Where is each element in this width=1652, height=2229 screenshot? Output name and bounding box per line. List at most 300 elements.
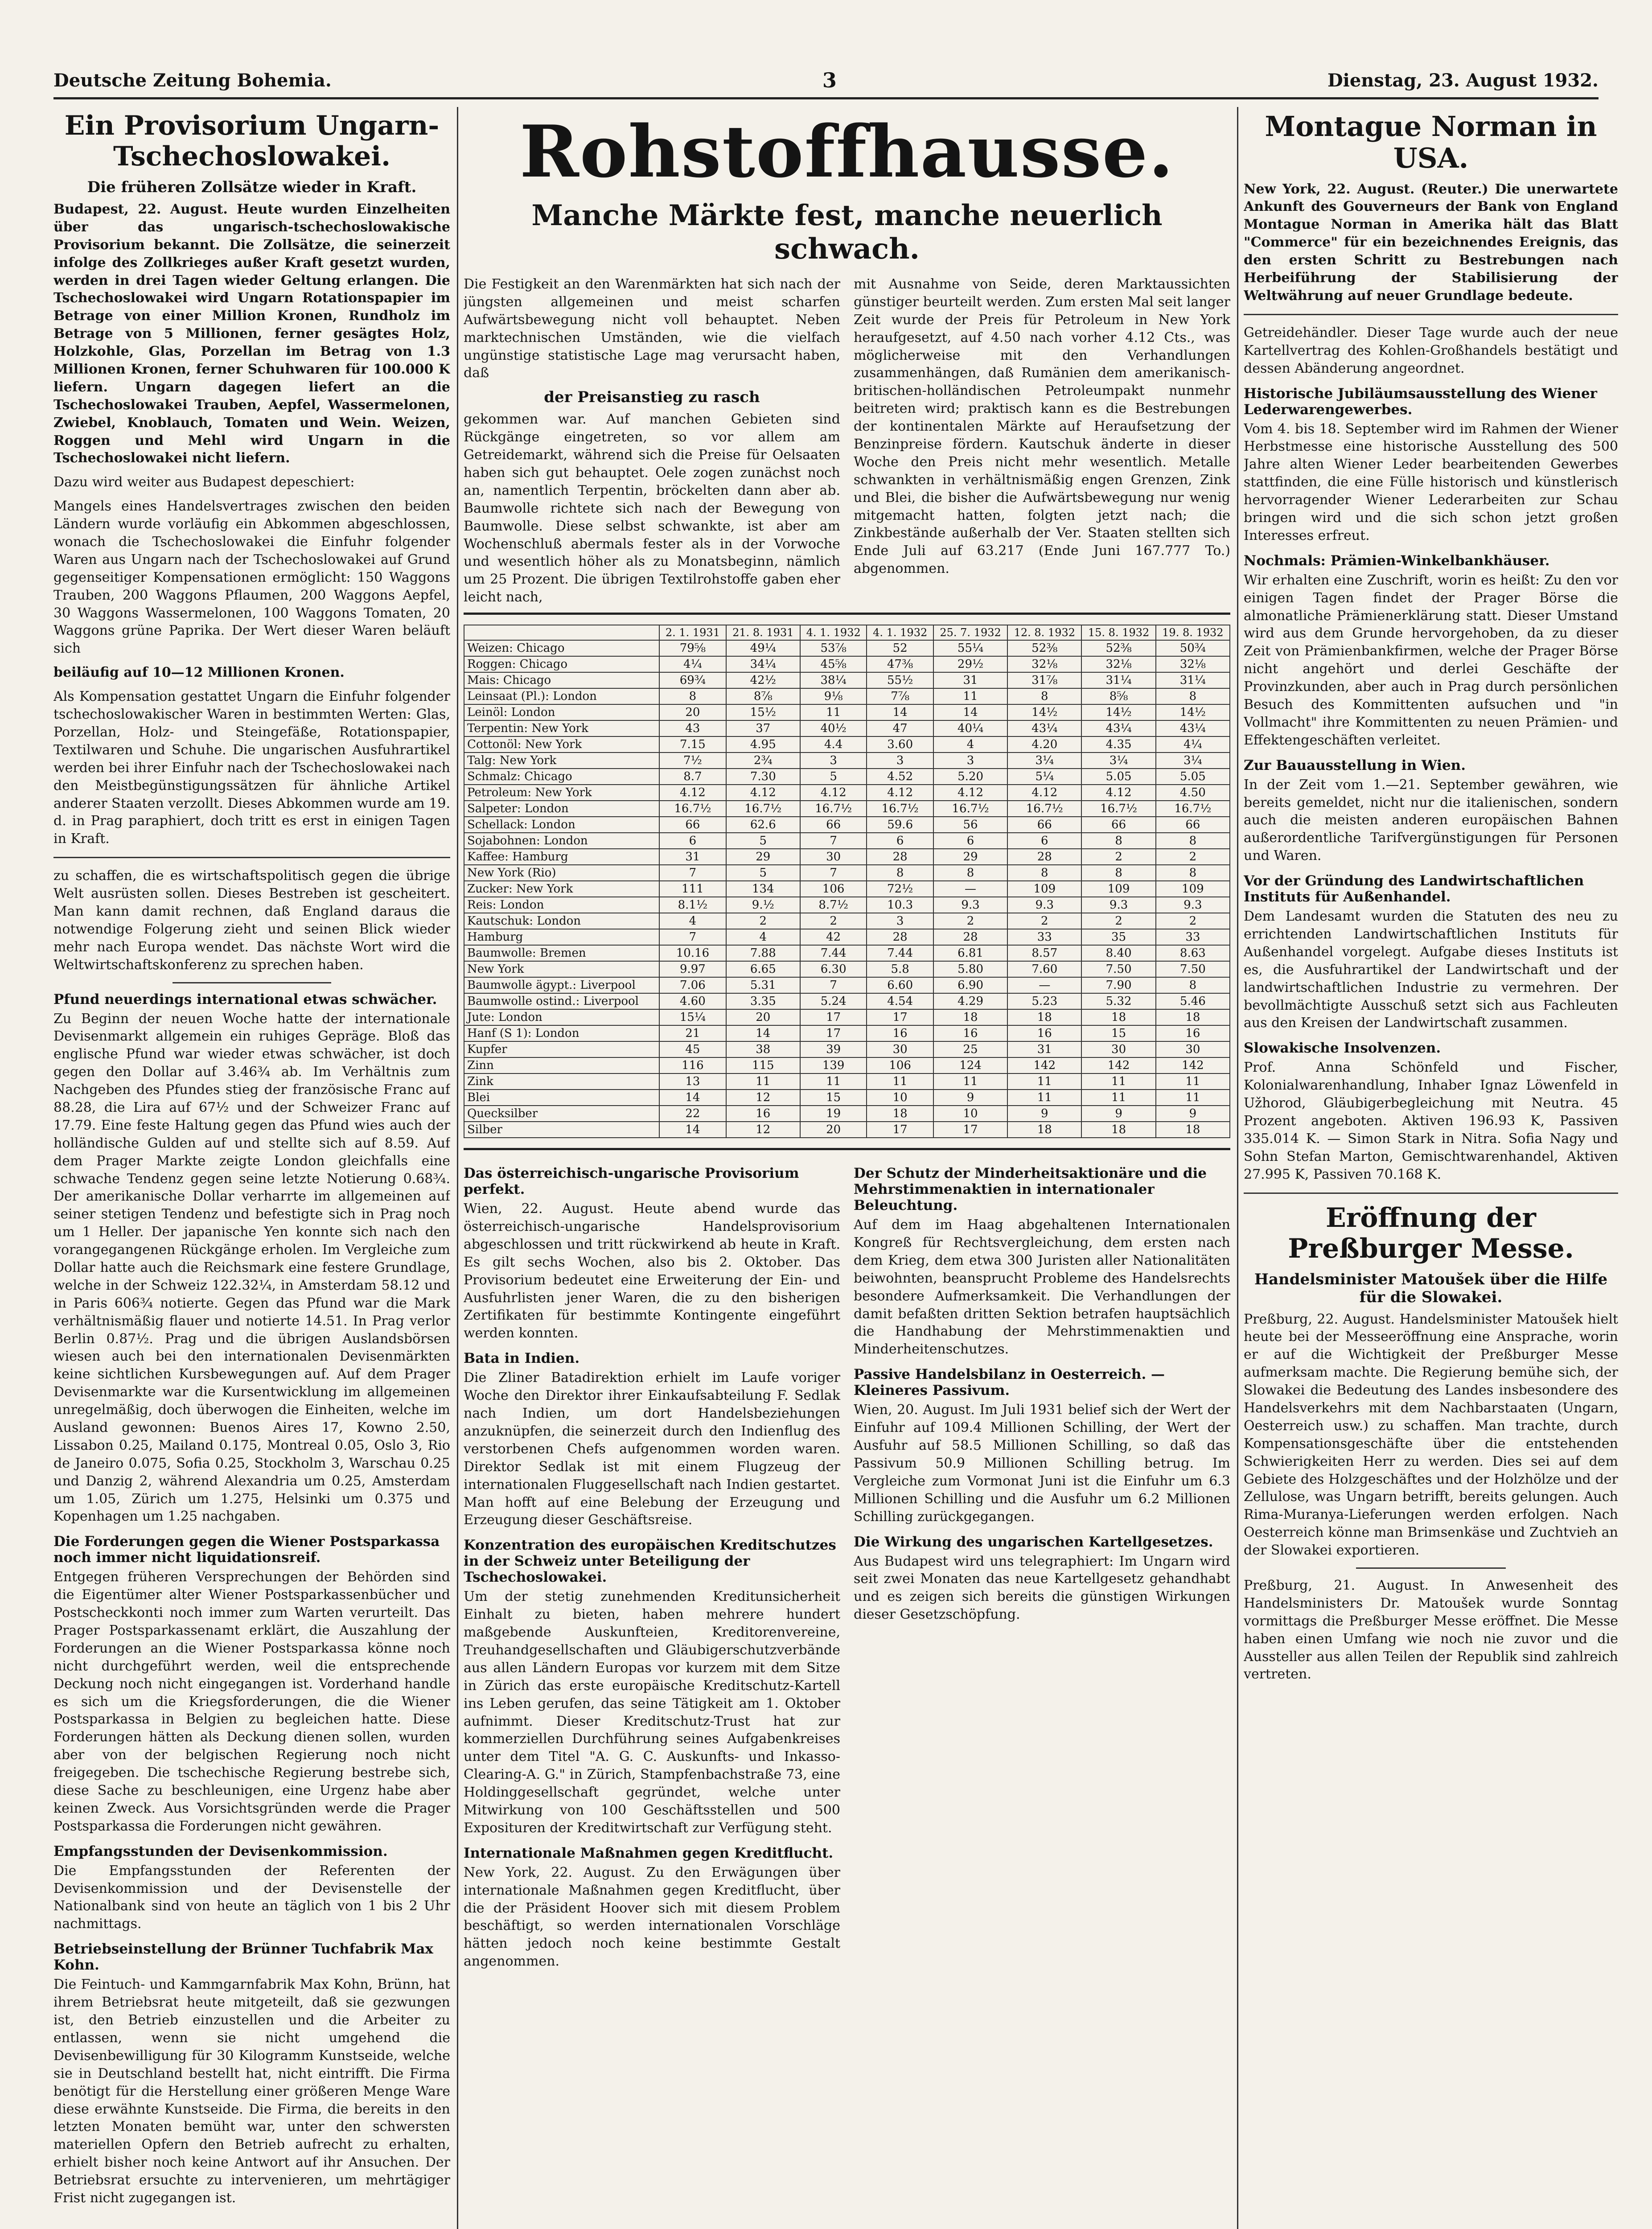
section-heading: Slowakische Insolvenzen. (1244, 1040, 1441, 1057)
paragraph: Die Festigkeit an den Warenmärkten hat sich nach der jüngsten allgemeinen und meist scharfen Aufwärtsbewegung nicht voll behauptet. Neben marktechnischen Umständen, wie die vielfach ungünstige statistische Lage mag verursacht haben, daß (464, 276, 840, 381)
article-subtitle: Die früheren Zollsätze wieder in Kraft. (87, 178, 417, 196)
price-cell: 66 (1081, 817, 1155, 833)
price-cell: 7.44 (800, 945, 867, 961)
price-cell: 9 (1156, 1106, 1230, 1122)
price-cell: 17 (800, 1009, 867, 1025)
paragraph: Prof. Anna Schönfeld und Fischer, Kolonialwarenhandlung, Inhaber Ignaz Löwenfeld in Užhorod, Gläubigerbegleichung mit Neutra. 45 Prozent angeboten. Aktiven 196.93 K, Passiven 335.014 K. — Simon Stark in Nitra. Sofia Nagy und Sohn Stefan Marton, Gemischtwarenhandel, Aktiven 27.995 K, Passiven 70.168 K. (1244, 1060, 1618, 1182)
price-table-frame (464, 613, 1230, 1150)
price-cell: 109 (1081, 881, 1155, 897)
price-cell: 5 (726, 833, 800, 849)
price-cell: 4.20 (1007, 736, 1081, 753)
price-cell: 7 (800, 977, 867, 993)
price-cell: 4.12 (659, 785, 726, 801)
paragraph: Preßburg, 21. August. In Anwesenheit des Handelsministers Dr. Matoušek wurde Sonntag vormittags die Preßburger Messe eröffnet. Die Messe haben einen Umfang wie noch nie zuvor und die Aussteller aus allen Teilen der Republik sind zahlreich vertreten. (1244, 1578, 1618, 1682)
table-row (464, 961, 1230, 977)
price-cell: 50¾ (1156, 640, 1230, 656)
price-cell: 6.60 (867, 977, 933, 993)
price-cell: 7.60 (1007, 961, 1081, 977)
table-header-cell: 4. 1. 1932 (800, 625, 867, 640)
price-cell: 66 (1156, 817, 1230, 833)
price-cell: 16.7½ (1007, 801, 1081, 817)
price-cell: 16 (1007, 1025, 1081, 1041)
price-cell: 49¼ (726, 640, 800, 656)
commodity-name: Schellack: London (464, 817, 659, 833)
commodity-name: Kautschuk: London (464, 913, 659, 929)
paragraph: Vom 4. bis 18. September wird im Rahmen der Wiener Herbstmesse eine historische Ausstellung des 500 Jahre alten Wiener Leder bearbeitenden Gewerbes stattfinden, die eine Fülle historisch und künstlerisch hervorragender Wiener Lederarbeiten zur Schau bringen wird und die sich schon jetzt großen Interesses erfreut. (1244, 421, 1618, 543)
price-cell: 7½ (659, 753, 726, 769)
commodity-name: Baumwolle ägypt.: Liverpool (464, 977, 659, 993)
commodity-name: Quecksilber (464, 1106, 659, 1122)
header-rule (53, 97, 1599, 99)
price-cell: 11 (1156, 1073, 1230, 1090)
price-cell: 11 (867, 1073, 933, 1090)
price-cell: 18 (1007, 1009, 1081, 1025)
commodity-name: Petroleum: New York (464, 785, 659, 801)
paragraph: Die Empfangsstunden der Referenten der Devisenkommission und der Devisenstelle der Nationalbank sind von heute an täglich von 1 bis 2 Uhr nachmittags. (53, 1863, 450, 1932)
price-cell: 111 (659, 881, 726, 897)
commodity-name: Sojabohnen: London (464, 833, 659, 849)
paragraph: New York, 22. August. (Reuter.) Die unerwartete Ankunft des Gouverneurs der Bank von England Montague Norman in Amerika hält das Blatt "Commerce" für ein bezeichnendes Ereignis, das den ersten Schritt zu Bestrebungen nach Herbeiführung der Stabilisierung der Weltwährung auf neuer Grundlage bedeute. (1244, 181, 1618, 304)
table-row (464, 1041, 1230, 1057)
left-column (53, 107, 450, 2229)
price-cell: 8.7 (659, 769, 726, 785)
price-cell: 14 (659, 1090, 726, 1106)
section-heading: Nochmals: Prämien-Winkelbankhäuser. (1244, 552, 1550, 569)
price-cell: 20 (659, 704, 726, 720)
price-cell: 11 (1156, 1090, 1230, 1106)
price-cell: 17 (933, 1122, 1007, 1138)
price-cell: 47 (867, 720, 933, 736)
table-row (464, 945, 1230, 961)
price-cell: 11 (726, 1073, 800, 1090)
paragraph: Budapest, 22. August. Heute wurden Einzelheiten über das ungarisch-tschechoslowakische Provisorium bekannt. Die Zollsätze, die seinerzeit infolge des Zollkrieges außer Kraft gesetzt wurden, werden in drei Tagen wieder Geltung erlangen. Die Tschechoslowakei wird Ungarn Rotationspapier im Betrage von einer Million Kronen, Rundholz im Betrage von 5 Millionen, ferner gesägtes Holz, Holzkohle, Glas, Porzellan im Betrag von 1.3 Millionen Kronen, ferner Schuhwaren für 100.000 K liefern. Ungarn dagegen liefert an die Tschechoslowakei Trauben, Aepfel, Wassermelonen, Zwiebel, Knoblauch, Tomaten und Wein. Weizen, Roggen und Mehl wird Ungarn in die Tschechoslowakei nicht liefern. (53, 202, 450, 466)
price-cell: 2 (726, 913, 800, 929)
paragraph: Zu Beginn der neuen Woche hatte der internationale Devisenmarkt allgemein ein ruhiges Gepräge. Bloß das englische Pfund war wieder etwas schwächer, ist doch gegen den Dollar auf 3.46¾ ab. Im Verhältnis zum Nachgeben des Pfundes stieg der französische Franc auf 88.28, die Lira auf 67½ und der Schweizer Franc auf 17.79. Eine feste Haltung gegen das Pfund wies auch der holländische Gulden auf und stellte sich auf 8.59. Auf dem Prager Markte zeigte London gleichfalls eine schwache Tendenz gegen seine letzte Notierung 0.68¾. Der amerikanische Dollar verharrte im allgemeinen auf seiner stetigen Tendenz und befestigte sich in Prag noch um 1 Heller. Der japanische Yen konnte sich nach den vorangegangenen Rückgänge erholen. Im Vergleiche zum Dollar hatte auch die Reichsmark eine festere Grundlage, welche in der Schweiz 122.32¼, in Amsterdam 58.12 und in Paris 606¾ notierte. Gegen das Pfund war die Mark verhältnismäßig flauer und notierte 14.51. In Prag verlor Berlin 0.87½. Prag und die übrigen Auslandsbörsen wiesen auch bei den internationalen Devisenmärkten keine sichtlichen Kursbewegungen auf. Auf dem Prager Devisenmarkte war die Kursentwicklung im allgemeinen unregelmäßig, doch überwogen die Einheiten, welche im Ausland gewonnen: Buenos Aires 17, Kowno 2.50, Lissabon 0.25, Mailand 0.175, Montreal 0.05, Oslo 3, Rio de Janeiro 0.075, Sofia 0.25, Stockholm 3, Warschau 0.25 und Danzig 2, während Alexandria um 0.25, Amsterdam um 1.05, Zürich um 1.275, Helsinki um 0.375 und Kopenhagen um 1.25 nachgaben. (53, 1011, 450, 1525)
price-cell: 18 (867, 1106, 933, 1122)
price-cell: 3¼ (1156, 753, 1230, 769)
price-cell: 8 (1156, 977, 1230, 993)
table-row (464, 801, 1230, 817)
price-cell: 142 (1156, 1057, 1230, 1073)
price-cell: 2 (800, 913, 867, 929)
price-cell: 30 (867, 1041, 933, 1057)
paragraph: Entgegen früheren Versprechungen der Behörden sind die Eigentümer alter Wiener Postsparkassenbücher und Postscheckkonti noch immer zum Warten verurteilt. Das Prager Postsparkassenamt erklärt, die Auszahlung der Forderungen an die Wiener Postsparkassa könne noch nicht durchgeführt werden, weil die entsprechende Deckung noch nicht eingegangen ist. Vorderhand handle es sich um die Kriegsforderungen, die die Wiener Postsparkassa in Belgien zu begleichen hatte. Diese Forderungen hätten als Deckung dienen sollen, wurden aber von der belgischen Regierung noch nicht freigegeben. Die tschechische Regierung bestrebe sich, diese Sache zu beschleunigen, eine Urgenz habe aber keinen Zweck. Aus Vorsichtsgründen werde die Prager Postsparkassa die Forderungen nicht gewähren. (53, 1569, 450, 1834)
price-cell: 38 (726, 1041, 800, 1057)
table-header-cell: 4. 1. 1932 (867, 625, 933, 640)
price-cell: 16.7½ (659, 801, 726, 817)
table-row (464, 753, 1230, 769)
price-cell: 8 (1007, 865, 1081, 881)
price-cell: 116 (659, 1057, 726, 1073)
price-cell: 66 (659, 817, 726, 833)
price-cell: 16 (1156, 1025, 1230, 1041)
separator (173, 982, 331, 983)
price-cell: 8.63 (1156, 945, 1230, 961)
price-cell: 8.57 (1007, 945, 1081, 961)
commodity-name: Weizen: Chicago (464, 640, 659, 656)
table-body (464, 640, 1230, 1138)
price-cell: 139 (800, 1057, 867, 1073)
commodity-name: Jute: London (464, 1009, 659, 1025)
table-row (464, 1025, 1230, 1041)
price-cell: 6.30 (800, 961, 867, 977)
section-heading: Zur Bauausstellung in Wien. (1244, 757, 1466, 773)
price-cell: 34¼ (726, 656, 800, 672)
price-cell: 4.12 (933, 785, 1007, 801)
price-cell: 79⅝ (659, 640, 726, 656)
price-cell: 20 (726, 1009, 800, 1025)
article-title: Montague Norman in USA. (1265, 110, 1597, 175)
price-cell: 8 (1081, 865, 1155, 881)
paragraph: Aus Budapest wird uns telegraphiert: Im Ungarn wird seit zwei Monaten das neue Kartellgesetz gehandhabt und es zeigen sich bereits die günstigen Wirkungen dieser Gesetzschöpfung. (854, 1553, 1230, 1623)
price-cell: 8 (1081, 833, 1155, 849)
commodity-name: Zink (464, 1073, 659, 1090)
table-row (464, 897, 1230, 913)
price-cell: 17 (800, 1025, 867, 1041)
price-cell: 5.05 (1156, 769, 1230, 785)
price-cell: 3 (800, 753, 867, 769)
newspaper-name: Deutsche Zeitung Bohemia. (53, 70, 332, 91)
price-cell: 29 (933, 849, 1007, 865)
price-cell: 7.06 (659, 977, 726, 993)
separator (1244, 1193, 1618, 1194)
price-cell: 2 (1081, 849, 1155, 865)
right-column (1244, 107, 1618, 2229)
commodity-name: Mais: Chicago (464, 672, 659, 688)
price-cell: 31⅞ (1007, 672, 1081, 688)
separator (1356, 1567, 1506, 1569)
price-cell: 6 (659, 833, 726, 849)
paragraph: Dem Landesamt wurden die Statuten des neu zu errichtenden Landwirtschaftlichen Instituts für Außenhandel vorgelegt. Aufgabe dieses Instituts ist es, die Ausfuhrartikel der Landwirtschaft und der landwirtschaftlichen Industrie zu vermehren. Der bevollmächtigte Ausschuß setzt sich aus Fachleuten aus den Kreisen der Landwirtschaft zusammen. (1244, 909, 1618, 1031)
price-cell: 17 (867, 1122, 933, 1138)
price-cell: 4.60 (659, 993, 726, 1009)
table-row (464, 785, 1230, 801)
price-cell: 11 (1007, 1073, 1081, 1090)
price-cell: 5.32 (1081, 993, 1155, 1009)
price-cell: 11 (933, 1073, 1007, 1090)
separator (1244, 314, 1618, 315)
table-row (464, 1009, 1230, 1025)
price-cell: 3 (867, 753, 933, 769)
price-cell: 7⅞ (867, 688, 933, 704)
table-row (464, 929, 1230, 945)
article-title: Ein Provisorium Ungarn-Tschechoslowakei. (64, 110, 440, 172)
price-cell: 25 (933, 1041, 1007, 1057)
price-cell: 8 (867, 865, 933, 881)
price-cell: 29 (726, 849, 800, 865)
price-cell: 4.50 (1156, 785, 1230, 801)
price-cell: 15 (800, 1090, 867, 1106)
price-cell: 14 (726, 1025, 800, 1041)
price-cell: 14½ (1081, 704, 1155, 720)
table-header-cell: 15. 8. 1932 (1081, 625, 1155, 640)
table-row (464, 881, 1230, 897)
commodity-name: Leinsaat (Pl.): London (464, 688, 659, 704)
price-cell: 8⅞ (726, 688, 800, 704)
price-cell: 16.7½ (726, 801, 800, 817)
commodity-name: Roggen: Chicago (464, 656, 659, 672)
separator (53, 857, 450, 858)
commodity-name: Schmalz: Chicago (464, 769, 659, 785)
price-cell: 32⅛ (1156, 656, 1230, 672)
commodity-name: Cottonöl: New York (464, 736, 659, 753)
commodity-price-table (464, 625, 1230, 1138)
price-cell: 4.12 (867, 785, 933, 801)
commodity-name: New York (Rio) (464, 865, 659, 881)
table-row (464, 720, 1230, 736)
price-cell: 10.3 (867, 897, 933, 913)
price-cell: 14½ (1156, 704, 1230, 720)
paragraph: Wir erhalten eine Zuschrift, worin es heißt: Zu den vor einigen Tagen findet der Prager Börse die almonatliche Prämienerklärung statt. Dieser Umstand wird aus dem Grunde hervorgehoben, da zu dieser Zeit von Prämienbankfirmen, welche der Prager Börse nicht angehört und derlei Geschäfte der Provinzkunden, aber auch in Prag durch persönlichen Besuch des Kommittenten aufsuchen und "in Vollmacht" ihre Kommittenten zu neuen Prämien- und Effektengeschäften verleitet. (1244, 572, 1618, 748)
price-cell: 52 (867, 640, 933, 656)
commodity-name: Zinn (464, 1057, 659, 1073)
intro-columns (464, 276, 1230, 613)
price-cell: 28 (867, 929, 933, 945)
price-cell: 4¼ (1156, 736, 1230, 753)
price-cell: 5.80 (933, 961, 1007, 977)
price-cell: 4.12 (1081, 785, 1155, 801)
price-cell: 3 (933, 753, 1007, 769)
price-cell: 40¼ (933, 720, 1007, 736)
table-row (464, 704, 1230, 720)
price-cell: 66 (800, 817, 867, 833)
price-cell: 8 (1156, 688, 1230, 704)
price-cell: 8 (1156, 833, 1230, 849)
price-cell: 45⅝ (800, 656, 867, 672)
price-cell: 9 (1081, 1106, 1155, 1122)
paragraph: Die Feintuch- und Kammgarnfabrik Max Kohn, Brünn, hat ihrem Betriebsrat heute mitgeteilt, daß sie gezwungen ist, den Betrieb einzustellen und die Arbeiter zu entlassen, wenn sie nicht umgehend die Devisenbewilligung für 30 Kilogramm Kunstseide, welche sie in Deutschland bestellt hat, nicht eintrifft. Die Firma benötigt für die Herstellung einer größeren Menge Ware diese erwähnte Kunstseide. Die Firma, die bereits in den letzten Monaten bemüht war, unter den schwersten materiellen Opfern den Betrieb aufrecht zu erhalten, erhielt bisher noch keine Antwort auf ihr Ansuchen. Der Betriebsrat ersuchte zu intervenieren, um mehrtägiger Frist nicht zugegangen ist. (53, 1977, 450, 2206)
paragraph: beiläufig auf 10—12 Millionen Kronen. (53, 665, 345, 681)
commodity-name: Kaffee: Hamburg (464, 849, 659, 865)
price-cell: 9.3 (1081, 897, 1155, 913)
table-header-cell: 2. 1. 1931 (659, 625, 726, 640)
price-cell: 15½ (726, 704, 800, 720)
table-row (464, 769, 1230, 785)
price-cell: 16 (726, 1106, 800, 1122)
price-cell: 142 (1007, 1057, 1081, 1073)
price-cell: 39 (800, 1041, 867, 1057)
price-cell: 134 (726, 881, 800, 897)
section-heading: Konzentration des europäischen Kreditschutzes in der Schweiz unter Beteiligung der Tschechoslowakei. (464, 1537, 836, 1586)
column-divider (1237, 107, 1238, 2229)
price-cell: 19 (800, 1106, 867, 1122)
price-cell: 5 (800, 769, 867, 785)
running-header (53, 67, 1599, 94)
price-cell: 9.3 (1007, 897, 1081, 913)
section-heading: Das österreichisch-ungarische Provisorium perfekt. (464, 1165, 799, 1198)
price-cell: 72½ (867, 881, 933, 897)
price-cell: 18 (1156, 1009, 1230, 1025)
article-subtitle: Handelsminister Matoušek über die Hilfe für die Slowakei. (1254, 1270, 1608, 1306)
table-row (464, 833, 1230, 849)
table-header-row (464, 625, 1230, 640)
price-cell: 30 (1081, 1041, 1155, 1057)
table-row (464, 1057, 1230, 1073)
price-cell: 2¾ (726, 753, 800, 769)
table-row (464, 1122, 1230, 1138)
price-cell: 13 (659, 1073, 726, 1090)
table-row (464, 1090, 1230, 1106)
price-cell: 7 (800, 865, 867, 881)
table-header-cell: 21. 8. 1931 (726, 625, 800, 640)
price-cell: 7.30 (726, 769, 800, 785)
table-row (464, 640, 1230, 656)
price-cell: 31 (659, 849, 726, 865)
price-cell: 4 (659, 913, 726, 929)
section-heading: Empfangsstunden der Devisenkommission. (53, 1843, 388, 1859)
price-cell: 30 (1156, 1041, 1230, 1057)
price-cell: 2 (1081, 913, 1155, 929)
table-row (464, 849, 1230, 865)
price-cell: 7.44 (867, 945, 933, 961)
price-cell: 16.7½ (933, 801, 1007, 817)
paragraph: In der Zeit vom 1.—21. September gewähren, wie bereits gemeldet, nicht nur die italienischen, sondern auch die meisten anderen europäischen Bahnen außerordentliche Tarifvergünstigungen für Personen und Waren. (1244, 777, 1618, 864)
price-cell: 14 (867, 704, 933, 720)
paragraph: Getreidehändler. Dieser Tage wurde auch der neue Kartellvertrag des Kohlen-Großhandels bestätigt und dessen Abänderung angeordnet. (1244, 325, 1618, 376)
price-cell: 7 (800, 833, 867, 849)
table-header-cell: 19. 8. 1932 (1156, 625, 1230, 640)
price-cell: 16 (867, 1025, 933, 1041)
price-cell: 106 (867, 1057, 933, 1073)
section-heading: Historische Jubiläumsausstellung des Wiener Lederwarengewerbes. (1244, 385, 1597, 418)
table-header-cell: 12. 8. 1932 (1007, 625, 1081, 640)
price-cell: 3¼ (1081, 753, 1155, 769)
price-cell: 4.4 (800, 736, 867, 753)
price-cell: 9 (1007, 1106, 1081, 1122)
price-cell: 29½ (933, 656, 1007, 672)
price-cell: 109 (1156, 881, 1230, 897)
price-cell: 3.60 (867, 736, 933, 753)
price-cell: 9.3 (933, 897, 1007, 913)
paragraph: Wien, 22. August. Heute abend wurde das österreichisch-ungarische Handelsprovisorium abgeschlossen und tritt rückwirkend ab heute in Kraft. Es gilt sechs Wochen, also bis 2. Oktober. Das Provisorium bedeutet eine Erweiterung der Ein- und Ausfuhrlisten jener Waren, die zu den bisherigen Zertifikaten für bestimmte Kontingente eingeführt werden konnten. (464, 1201, 840, 1341)
price-cell: 15 (1081, 1025, 1155, 1041)
price-cell: 4.29 (933, 993, 1007, 1009)
price-cell: 11 (800, 704, 867, 720)
price-cell: 32⅛ (1081, 656, 1155, 672)
issue-date: Dienstag, 23. August 1932. (1327, 70, 1599, 91)
price-cell: 9 (933, 1090, 1007, 1106)
price-cell: 124 (933, 1057, 1007, 1073)
price-cell: 52⅜ (1007, 640, 1081, 656)
price-cell: 18 (1007, 1122, 1081, 1138)
paragraph: mit Ausnahme von Seide, deren Marktaussichten günstiger beurteilt werden. Zum ersten Mal seit langer Zeit wurde der Preis für Petroleum in New York heraufgesetzt, auf 4.50 nach vorher 4.12 Cts., was möglicherweise mit den Verhandlungen zusammenhängen, daß Rumänien dem amerikanisch-britischen-holländischen Petroleumpakt nunmehr beitreten wird; praktisch kann es die Bestrebungen der kontinentalen Märkte auf Heraufsetzung der Benzinpreise fördern. Kautschuk änderte in dieser Woche den Preis nicht mehr wesentlich. Metalle schwankten in verhältnismäßig engen Grenzen, Zink und Blei, die bisher die Aufwärtsbewegung nur wenig mitgemacht hatten, folgten jetzt nach; die Zinkbestände außerhalb der Ver. Staaten stellten sich Ende Juli auf 63.217 (Ende Juni 167.777 To.) abgenommen. (854, 276, 1230, 577)
price-cell: 109 (1007, 881, 1081, 897)
paragraph: Als Kompensation gestattet Ungarn die Einfuhr folgender tschechoslowakischer Waren in bestimmten Werten: Glas, Porzellan, Holz- und Steingefäße, Rotationspapier, Textilwaren und Schuhe. Die ungarischen Ausfuhrartikel werden bei ihrer Einfuhr nach der Tschechoslowakei nach den Meistbegünstigungssätzen für ähnliche Artikel anderer Staaten verzollt. Dieses Abkommen wurde am 19. d. in Prag paraphiert, doch tritt es erst in einigen Tagen in Kraft. (53, 689, 450, 847)
price-cell: 40½ (800, 720, 867, 736)
price-cell: 9.½ (726, 897, 800, 913)
price-cell: 21 (659, 1025, 726, 1041)
price-cell: 53⅞ (800, 640, 867, 656)
paragraph: Preßburg, 22. August. Handelsminister Matoušek hielt heute bei der Messeeröffnung eine Ansprache, worin er auf die Wichtigkeit der Preßburger Messe aufmerksam machte. Die Regierung bemühe sich, der Slowakei die Bedeutung des Landes insbesondere des Handelsverkehrs mit dem Nachbarstaaten (Ungarn, Oesterreich usw.) zu schaffen. Man trachte, durch Kompensationsgeschäfte über die entstehenden Schwierigkeiten Herr zu werden. Dies sei auf dem Gebiete des Holzgeschäftes und der Holzhölze und der Zellulose, was Ungarn betrifft, bereits gelungen. Auch Rima-Muranya-Lieferungen werden erfolgen. Nach Oesterreich könne man Brimsenkäse und Zuchtvieh an der Slowakei exportieren. (1244, 1311, 1618, 1559)
price-cell: 4.54 (867, 993, 933, 1009)
page-number: 3 (822, 68, 837, 92)
table-row (464, 993, 1230, 1009)
section-heading: Bata in Indien. (464, 1350, 580, 1367)
commodity-name: Kupfer (464, 1041, 659, 1057)
commodity-name: Hamburg (464, 929, 659, 945)
section-heading: Der Schutz der Minderheitsaktionäre und die Mehrstimmenaktien in internationaler Beleuchtung. (854, 1165, 1207, 1214)
commodity-name: Baumwolle: Bremen (464, 945, 659, 961)
price-cell: 6.81 (933, 945, 1007, 961)
price-cell: 8 (933, 865, 1007, 881)
price-cell: 62.6 (726, 817, 800, 833)
column-divider (457, 107, 458, 2229)
price-cell: 10 (867, 1090, 933, 1106)
table-header-cell: 25. 7. 1932 (933, 625, 1007, 640)
price-cell: 31¼ (1081, 672, 1155, 688)
price-cell: 3 (867, 913, 933, 929)
middle-column (464, 107, 1230, 2229)
article-title: Eröffnung der Preßburger Messe. (1288, 1202, 1574, 1264)
table-row (464, 1106, 1230, 1122)
price-cell: 3.35 (726, 993, 800, 1009)
price-cell: 2 (1156, 849, 1230, 865)
price-cell: 55¼ (933, 640, 1007, 656)
price-cell: 5.31 (726, 977, 800, 993)
table-row (464, 977, 1230, 993)
price-cell: 16.7½ (800, 801, 867, 817)
paragraph: Auf dem im Haag abgehaltenen Internationalen Kongreß für Rechtsvergleichung, dem ersten nach dem Krieg, dem etwa 300 Juristen aller Nationalitäten beiwohnten, beansprucht Probleme des Handelsrechts besondere Aufmerksamkeit. Die Verhandlungen der damit befaßten dritten Sektion betrafen hauptsächlich die Handhabung der Mehrstimmenaktien und Minderheitenschutzes. (854, 1217, 1230, 1357)
price-cell: — (1007, 977, 1081, 993)
price-cell: 11 (933, 688, 1007, 704)
price-cell: 4.95 (726, 736, 800, 753)
price-cell: 10 (933, 1106, 1007, 1122)
price-cell: 7.50 (1081, 961, 1155, 977)
table-row (464, 656, 1230, 672)
price-cell: 14 (933, 704, 1007, 720)
price-cell: 5.23 (1007, 993, 1081, 1009)
paragraph: New York, 22. August. Zu den Erwägungen über internationale Maßnahmen gegen Kreditflucht, über die der Präsident Hoover sich mit diesem Problem beschäftigt, so werden internationalen Vorschläge hätten jedoch noch keine bestimmte Gestalt angenommen. (464, 1864, 840, 1970)
price-cell: 31 (1007, 1041, 1081, 1057)
price-cell: — (933, 881, 1007, 897)
commodity-name: Talg: New York (464, 753, 659, 769)
price-cell: 18 (1156, 1122, 1230, 1138)
price-cell: 16.7½ (1156, 801, 1230, 817)
price-cell: 2 (933, 913, 1007, 929)
price-cell: 7.88 (726, 945, 800, 961)
price-cell: 9.3 (1156, 897, 1230, 913)
commodity-name: Terpentin: New York (464, 720, 659, 736)
price-cell: 4.35 (1081, 736, 1155, 753)
paragraph: Dazu wird weiter aus Budapest depeschiert: (53, 474, 355, 490)
price-cell: 5.20 (933, 769, 1007, 785)
price-cell: 35 (1081, 929, 1155, 945)
price-cell: 10.16 (659, 945, 726, 961)
section-heading: Pfund neuerdings international etwas schwächer. (53, 991, 437, 1008)
price-cell: 31¼ (1156, 672, 1230, 688)
price-cell: 28 (933, 929, 1007, 945)
price-cell: 31 (933, 672, 1007, 688)
price-cell: 38¼ (800, 672, 867, 688)
price-cell: 6.65 (726, 961, 800, 977)
section-heading: Passive Handelsbilanz in Oesterreich. — Kleineres Passivum. (854, 1366, 1165, 1399)
price-cell: 18 (1081, 1122, 1155, 1138)
price-cell: 33 (1156, 929, 1230, 945)
price-cell: 5¼ (1007, 769, 1081, 785)
price-cell: 5.05 (1081, 769, 1155, 785)
commodity-name: Baumwolle ostind.: Liverpool (464, 993, 659, 1009)
price-cell: 7 (659, 929, 726, 945)
price-cell: 14½ (1007, 704, 1081, 720)
price-cell: 11 (800, 1073, 867, 1090)
price-cell: 7.90 (1081, 977, 1155, 993)
price-cell: 4 (933, 736, 1007, 753)
section-heading: Die Forderungen gegen die Wiener Postsparkassa noch immer nicht liquidationsreif. (53, 1534, 440, 1566)
price-cell: 69¾ (659, 672, 726, 688)
price-cell: 8 (1007, 688, 1081, 704)
commodity-name: Blei (464, 1090, 659, 1106)
price-cell: 11 (1081, 1090, 1155, 1106)
